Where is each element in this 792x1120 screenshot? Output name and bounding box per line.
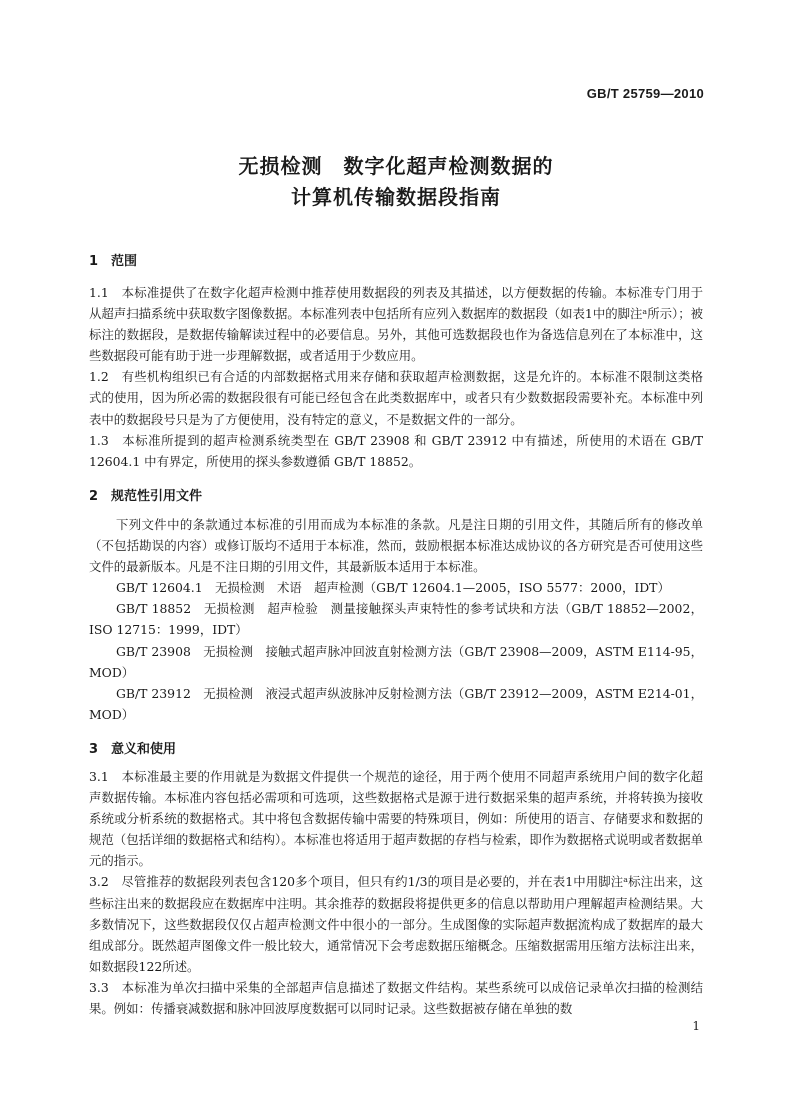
page-number: 1 — [692, 1019, 700, 1033]
section-body-significance-and-use — [89, 766, 703, 1019]
section-title: 规范性引用文件 — [111, 489, 203, 504]
clause-1-1: 1.1 本标准提供了在数字化超声检测中推荐使用数据段的列表及其描述，以方便数据的传输。本标准专门用于从超声扫描系统中获取数字图像数据。本标准列表中包括所有应列入数据库的数据段（如表1中的脚注ᵃ所示）；被标注的数据段，是数据传输解读过程中的必要信息。另外，其他可选数据段也作为备选信息列在了本标准中，这些数据段可能有助于进一步理解数据，或者适用于少数应用。 — [89, 285, 703, 364]
section-number: 3 — [89, 742, 99, 757]
section-heading-scope — [89, 250, 137, 269]
clause-3-1: 3.1 本标准最主要的作用就是为数据文件提供一个规范的途径，用于两个使用不同超声系统用户间的数字化超声数据传输。本标准内容包括必需项和可选项，这些数据格式是源于进行数据采集的超声系统，并将转换为接收系统或分析系统的数据格式。其中将包含数据传输中需要的特殊项目，例如：所使用的语言、存储要求和数据的规范（包括详细的数据格式和结构）。本标准也将适用于超声数据的存档与检索，即作为数据格式说明或者数据单元的指示。 — [89, 769, 703, 869]
reference-item: GB/T 23912 无损检测 液浸式超声纵波脉冲反射检测方法（GB/T 23912—2009，ASTM E214-01，MOD） — [89, 685, 703, 722]
section-title: 范围 — [111, 254, 138, 269]
reference-item: GB/T 18852 无损检测 超声检验 测量接触探头声束特性的参考试块和方法（GB/T 18852—2002，ISO 12715：1999，IDT） — [89, 601, 703, 638]
standard-code: GB/T 25759—2010 — [586, 86, 704, 101]
section-title: 意义和使用 — [111, 742, 177, 757]
clause-1-2: 1.2 有些机构组织已有合适的内部数据格式用来存储和获取超声检测数据，这是允许的。本标准不限制这类格式的使用，因为所必需的数据段很有可能已经包含在此类数据库中，或者只有少数数据段需要补充。本标准中列表中的数据段号只是为了方便使用，没有特定的意义，不是数据文件的一部分。 — [89, 369, 703, 427]
section-number: 1 — [89, 254, 99, 269]
section-number: 2 — [89, 489, 99, 504]
section-heading-significance-and-use — [89, 738, 176, 757]
reference-item: GB/T 23908 无损检测 接触式超声脉冲回波直射检测方法（GB/T 23908—2009，ASTM E114-95，MOD） — [89, 643, 703, 680]
section-heading-normative-references — [89, 485, 202, 504]
document-title-line-2: 计算机传输数据段指南 — [291, 185, 501, 209]
section-body-normative-references — [89, 514, 703, 725]
references-intro: 下列文件中的条款通过本标准的引用而成为本标准的条款。凡是注日期的引用文件，其随后所有的修改单（不包括勘误的内容）或修订版均不适用于本标准，然而，鼓励根据本标准达成协议的各方研究是否可使用这些文件的最新版本。凡是不注日期的引用文件，其最新版本适用于本标准。 — [89, 517, 703, 575]
document-title-line-1: 无损检测 数字化超声检测数据的 — [238, 154, 554, 178]
section-body-scope — [89, 282, 703, 472]
clause-1-3: 1.3 本标准所提到的超声检测系统类型在 GB/T 23908 和 GB/T 23912 中有描述，所使用的术语在 GB/T 12604.1 中有界定，所使用的探头参数遵循 GB/T 18852。 — [89, 432, 703, 469]
clause-3-2: 3.2 尽管推荐的数据段列表包含120多个项目，但只有约1/3的项目是必要的，并在表1中用脚注ᵃ标注出来，这些标注出来的数据段应在数据库中注明。其余推荐的数据段将提供更多的信息以帮助用户理解超声检测结果。大多数情况下，这些数据段仅仅占超声检测文件中很小的一部分。生成图像的实际超声数据流构成了数据库的最大组成部分。既然超声图像文件一般比较大，通常情况下会考虑数据压缩概念。压缩数据需用压缩方法标注出来，如数据段122所述。 — [89, 874, 703, 974]
reference-item: GB/T 12604.1 无损检测 术语 超声检测（GB/T 12604.1—2005，ISO 5577：2000，IDT） — [116, 580, 670, 596]
clause-3-3: 3.3 本标准为单次扫描中采集的全部超声信息描述了数据文件结构。某些系统可以成倍记录单次扫描的检测结果。例如：传播衰减数据和脉冲回波厚度数据可以同时记录。这些数据被存储在单独的数 — [89, 979, 703, 1017]
